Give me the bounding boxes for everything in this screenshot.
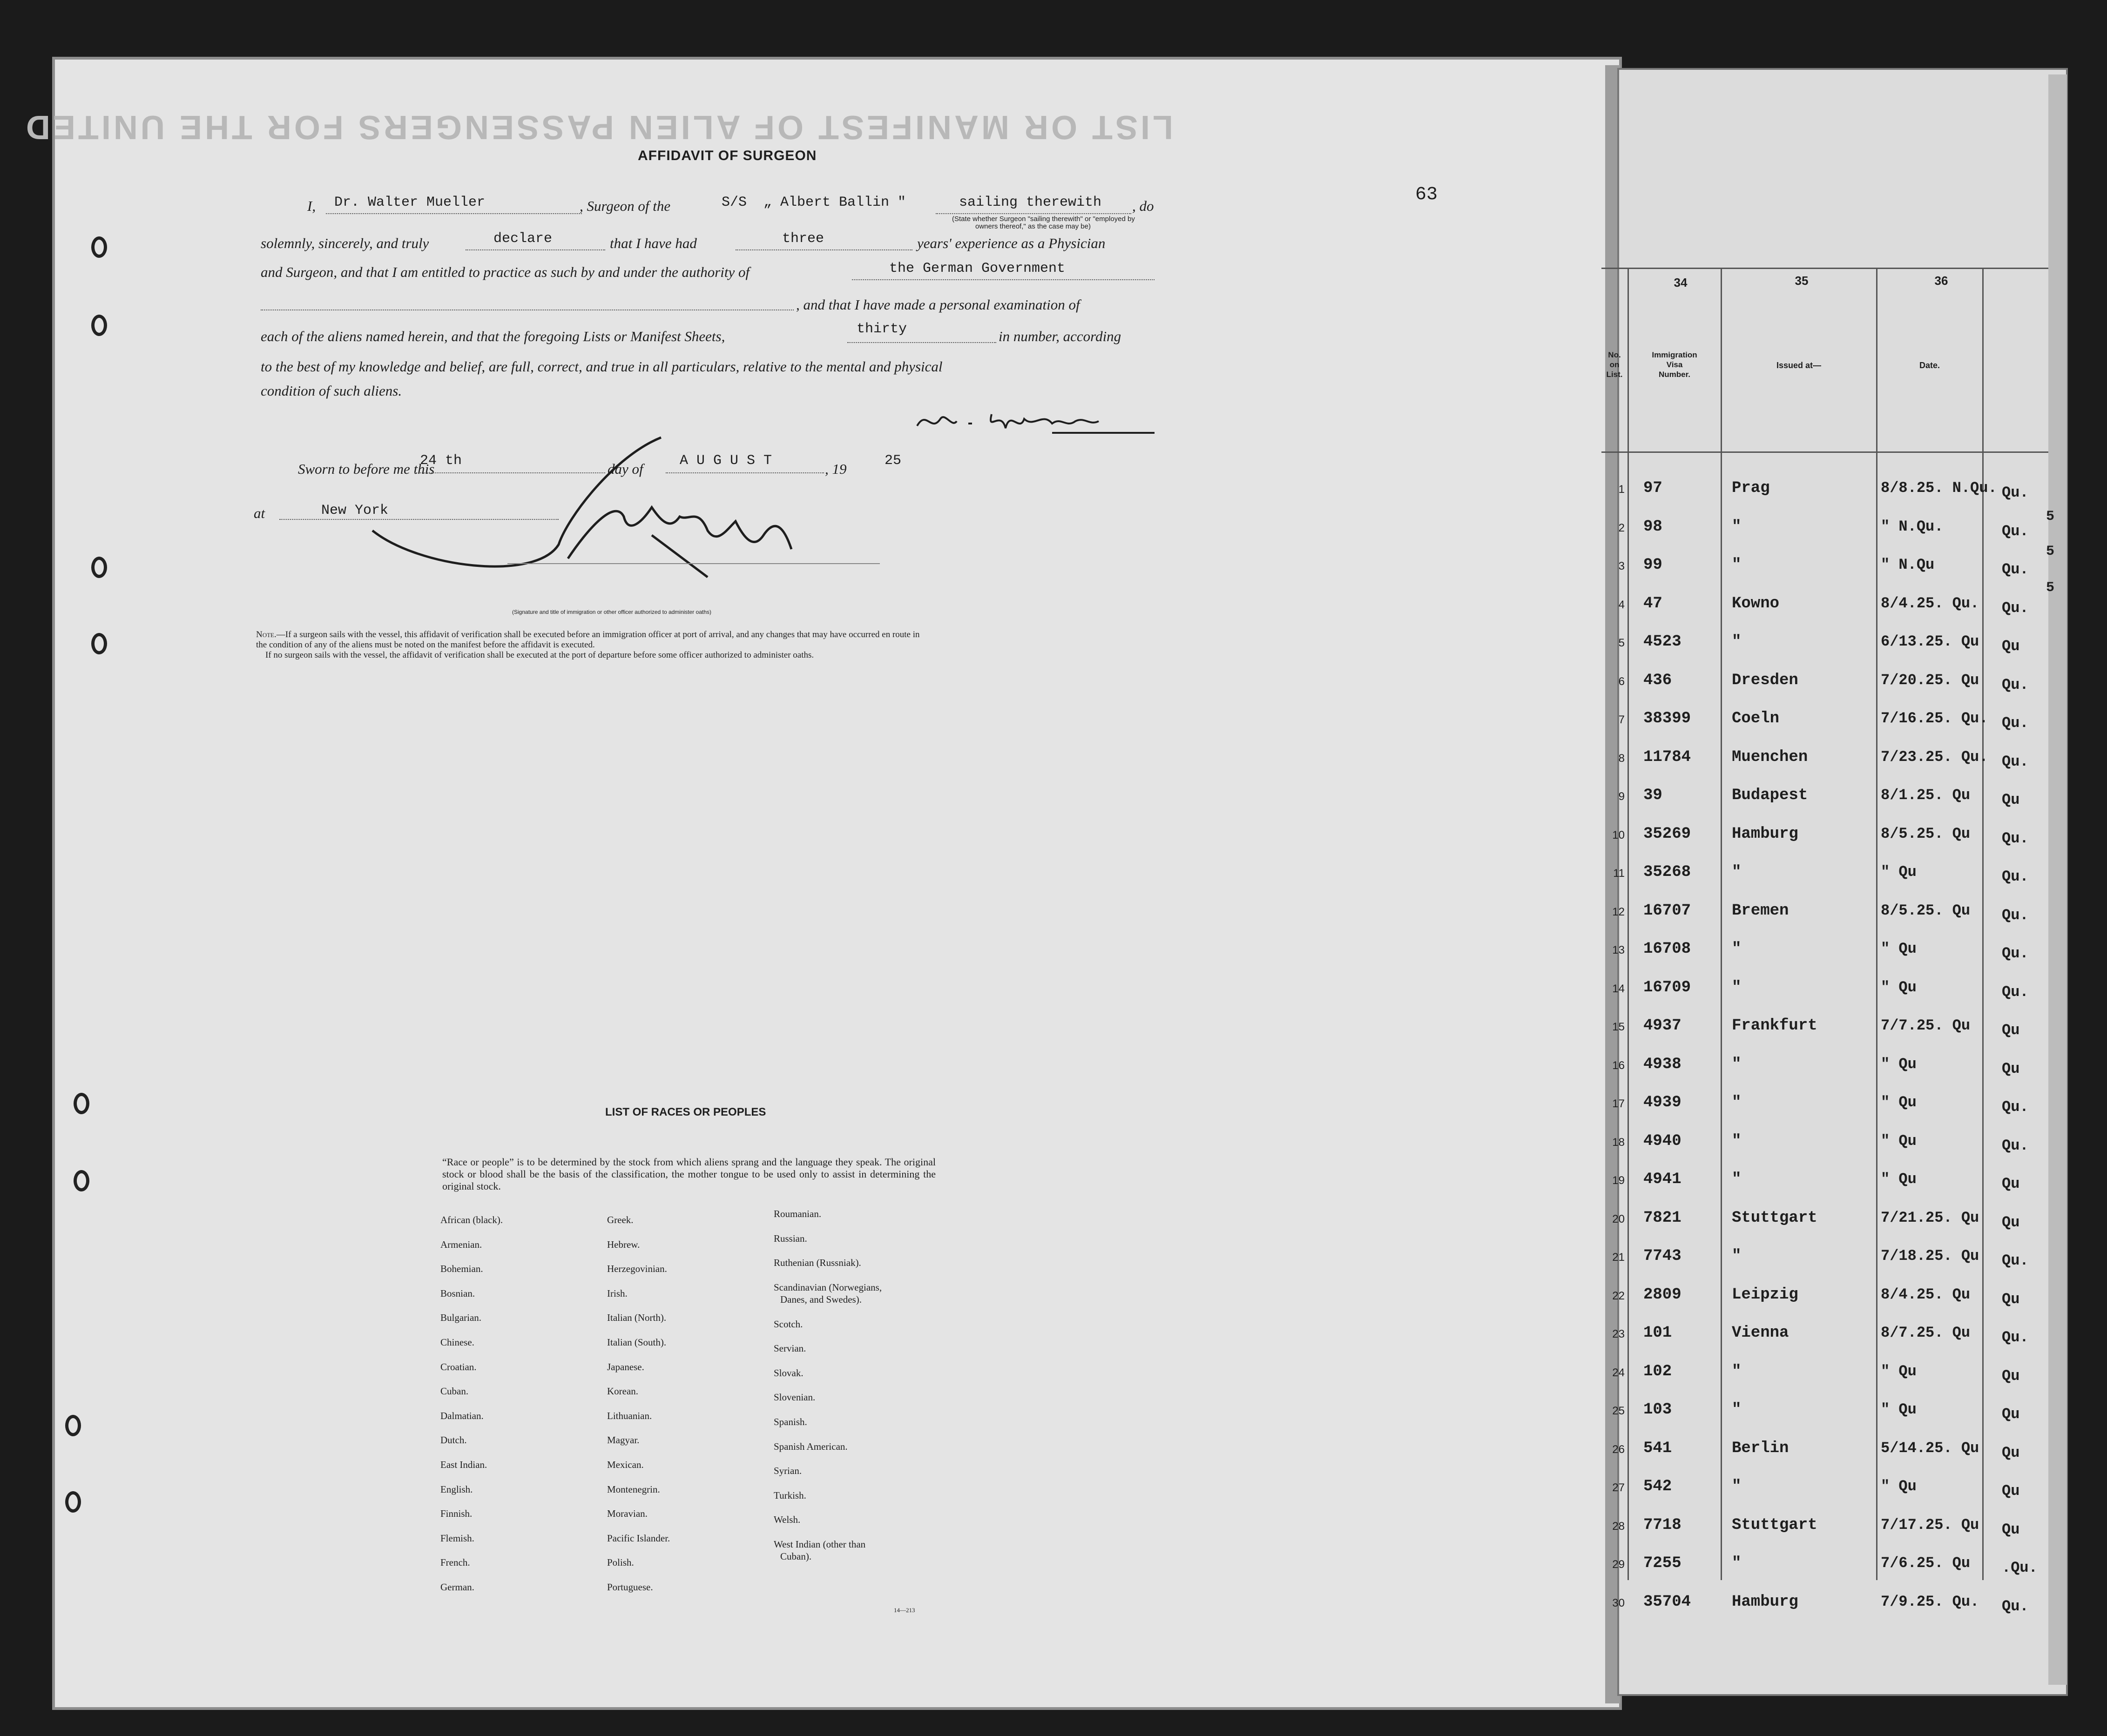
- race-item: Cuban).: [780, 1551, 812, 1562]
- row-number: 1: [1618, 483, 1625, 496]
- row-number: 3: [1618, 560, 1625, 572]
- header-visa-number: [1629, 350, 1720, 379]
- race-item: Scandinavian (Norwegians,: [774, 1281, 882, 1293]
- quota-mark: Qu.: [2002, 1329, 2029, 1346]
- ship-prefix: S/S: [722, 195, 747, 210]
- issue-date: " Qu: [1881, 1478, 1917, 1495]
- race-item: Korean.: [607, 1386, 639, 1397]
- quota-mark: Qu: [2002, 638, 2020, 655]
- fill-line: [936, 213, 1131, 214]
- quota-mark: Qu: [2002, 1406, 2020, 1423]
- issue-date: " Qu: [1881, 1401, 1917, 1418]
- issued-place: ": [1732, 1094, 1742, 1111]
- visa-number: 7255: [1643, 1554, 1682, 1572]
- margin-mark: 5: [2046, 580, 2055, 596]
- race-item: African (black).: [440, 1214, 503, 1225]
- visa-number: 11784: [1643, 748, 1691, 766]
- text-best-knowledge: to the best of my knowledge and belief, are full, correct, and true in all particulars, relative to the mental and physical: [261, 358, 943, 375]
- quota-mark: Qu: [2002, 1290, 2020, 1308]
- text-had: that I have had: [610, 235, 697, 251]
- race-item: English.: [440, 1483, 473, 1495]
- issued-place: Berlin: [1732, 1439, 1789, 1457]
- visa-number: 541: [1643, 1439, 1672, 1457]
- race-item: Herzegovinian.: [607, 1263, 667, 1275]
- issued-place: Muenchen: [1732, 748, 1808, 766]
- issue-date: 8/4.25. Qu.: [1881, 594, 1979, 612]
- quota-mark: Qu.: [2002, 599, 2029, 617]
- race-item: Danes, and Swedes).: [780, 1294, 862, 1305]
- visa-number: 38399: [1643, 710, 1691, 727]
- issued-place: ": [1732, 1247, 1742, 1265]
- surgeon-signature: [912, 400, 1155, 437]
- row-number: 30: [1612, 1596, 1625, 1609]
- text-solemnly: solemnly, sincerely, and truly: [261, 235, 429, 251]
- race-item: Irish.: [607, 1287, 628, 1299]
- visa-number: 436: [1643, 671, 1672, 689]
- row-number: 26: [1612, 1443, 1625, 1456]
- race-item: East Indian.: [440, 1459, 487, 1470]
- issue-date: " Qu: [1881, 940, 1917, 957]
- row-number: 28: [1612, 1520, 1625, 1533]
- issue-date: 7/18.25. Qu: [1881, 1247, 1979, 1265]
- col-number-35: 35: [1795, 274, 1809, 288]
- row-number: 15: [1612, 1021, 1625, 1033]
- issued-place: ": [1732, 1171, 1742, 1188]
- issued-place: Kowno: [1732, 594, 1780, 612]
- quota-mark: Qu.: [2002, 906, 2029, 924]
- issue-date: 7/20.25. Qu: [1881, 671, 1979, 689]
- quota-mark: Qu.: [2002, 1252, 2029, 1269]
- issued-place: Frankfurt: [1732, 1017, 1817, 1035]
- header-date: Date.: [1919, 361, 1940, 370]
- issue-date: 8/7.25. Qu: [1881, 1324, 1971, 1341]
- race-item: Chinese.: [440, 1336, 474, 1348]
- binder-hole: [65, 1491, 81, 1513]
- race-item: Dalmatian.: [440, 1410, 484, 1421]
- visa-number: 7743: [1643, 1247, 1682, 1265]
- row-number: 8: [1618, 752, 1625, 765]
- issued-place: Leipzig: [1732, 1285, 1798, 1304]
- quota-mark: Qu.: [2002, 1098, 2029, 1116]
- row-number: 16: [1612, 1059, 1625, 1072]
- visa-number: 4941: [1643, 1171, 1682, 1188]
- sworn-month: A U G U S T: [680, 453, 772, 469]
- quota-mark: Qu.: [2002, 829, 2029, 847]
- visa-number: 4937: [1643, 1017, 1682, 1035]
- quota-mark: Qu: [2002, 1022, 2020, 1039]
- issue-date: 7/23.25. Qu.: [1881, 748, 1988, 766]
- race-item: West Indian (other than: [774, 1539, 866, 1550]
- binder-hole: [91, 236, 107, 258]
- issued-place: Stuttgart: [1732, 1516, 1817, 1534]
- fill-line: [847, 342, 996, 343]
- sailing-note-1: (State whether Surgeon "sailing therewith" or "employed by: [952, 215, 1135, 223]
- issue-date: 6/13.25. Qu: [1881, 633, 1979, 650]
- header-line: Visa: [1666, 360, 1683, 369]
- row-number: 5: [1618, 637, 1625, 649]
- row-number: 6: [1618, 675, 1625, 688]
- race-item: Roumanian.: [774, 1208, 822, 1219]
- fill-line: [326, 213, 582, 214]
- quota-mark: Qu: [2002, 1175, 2020, 1192]
- issue-date: 7/17.25. Qu: [1881, 1516, 1979, 1534]
- race-item: Slovenian.: [774, 1392, 816, 1403]
- race-item: French.: [440, 1557, 470, 1568]
- row-number: 22: [1612, 1289, 1625, 1302]
- visa-number: 101: [1643, 1324, 1672, 1342]
- visa-number: 2809: [1643, 1285, 1682, 1304]
- col-divider: [1982, 268, 1984, 1580]
- quota-mark: Qu.: [2002, 945, 2029, 962]
- race-item: Turkish.: [774, 1489, 806, 1501]
- issued-place: Prag: [1732, 479, 1770, 497]
- quota-mark: Qu.: [2002, 484, 2029, 501]
- header-line: Immigration: [1652, 350, 1697, 359]
- upside-down-manifest-header: LIST OR MANIFEST OF ALIEN PASSENGERS FOR THE UNITED: [23, 108, 1173, 146]
- visa-number: 47: [1643, 594, 1662, 612]
- quota-mark: Qu: [2002, 1521, 2020, 1538]
- text-day-of: day of: [608, 461, 643, 477]
- visa-number: 35268: [1643, 863, 1691, 881]
- fill-line: [852, 279, 1155, 280]
- col-number-34: 34: [1674, 276, 1688, 289]
- issue-date: 8/5.25. Qu: [1881, 825, 1971, 842]
- row-number: 27: [1612, 1481, 1625, 1494]
- row-number: 13: [1612, 944, 1625, 956]
- row-number: 19: [1612, 1174, 1625, 1187]
- row-number: 11: [1613, 867, 1625, 880]
- header-issued-at: Issued at—: [1776, 361, 1822, 370]
- text-condition: condition of such aliens.: [261, 383, 402, 399]
- binder-hole: [74, 1093, 89, 1114]
- quota-mark: Qu.: [2002, 753, 2029, 770]
- visa-number: 103: [1643, 1401, 1672, 1419]
- row-number: 10: [1612, 828, 1625, 841]
- row-number: 9: [1618, 790, 1625, 803]
- ship-name: „ Albert Ballin ": [763, 195, 906, 210]
- race-item: Lithuanian.: [607, 1410, 652, 1421]
- header-line: Number.: [1658, 370, 1691, 379]
- binder-hole: [91, 633, 107, 654]
- visa-number: 35704: [1643, 1593, 1691, 1611]
- race-item: Slovak.: [774, 1367, 804, 1379]
- issued-place: Hamburg: [1732, 1593, 1798, 1611]
- text-19: , 19: [825, 461, 847, 477]
- race-item: Ruthenian (Russniak).: [774, 1257, 861, 1269]
- race-item: German.: [440, 1581, 474, 1593]
- race-item: Hebrew.: [607, 1238, 640, 1250]
- race-item: Japanese.: [607, 1361, 644, 1373]
- race-item: Syrian.: [774, 1465, 802, 1477]
- quota-mark: Qu.: [2002, 522, 2029, 540]
- quota-mark: Qu: [2002, 1213, 2020, 1231]
- col-divider: [1721, 268, 1722, 1580]
- sworn-day: 24 th: [420, 453, 462, 469]
- issue-date: 8/5.25. Qu: [1881, 902, 1971, 919]
- race-item: Moravian.: [607, 1508, 648, 1520]
- issue-date: " Qu: [1881, 1094, 1917, 1111]
- authority: the German Government: [889, 261, 1066, 276]
- row-number: 4: [1618, 598, 1625, 611]
- text-and-surgeon: and Surgeon, and that I am entitled to practice as such by and under the authority of: [261, 264, 750, 280]
- surgeon-name: Dr. Walter Mueller: [334, 195, 486, 210]
- issue-date: " Qu: [1881, 1362, 1917, 1380]
- header-no-on-list: [1602, 350, 1627, 379]
- issue-date: 7/7.25. Qu: [1881, 1017, 1971, 1034]
- binder-hole: [91, 557, 107, 578]
- visa-number: 35269: [1643, 825, 1691, 843]
- issue-date: " Qu: [1881, 1132, 1917, 1150]
- races-column-1: [440, 1208, 503, 1600]
- issue-date: 8/8.25. N.Qu.: [1881, 479, 1997, 497]
- visa-number: 7821: [1643, 1209, 1682, 1227]
- quota-mark: Qu.: [2002, 983, 2029, 1001]
- issue-date: " Qu: [1881, 978, 1917, 996]
- issued-place: ": [1732, 978, 1742, 996]
- text-personal-exam: , and that I have made a personal examination of: [796, 296, 1080, 313]
- issue-date: 8/4.25. Qu: [1881, 1285, 1971, 1303]
- sailing-status: sailing therewith: [959, 195, 1102, 210]
- issue-date: " N.Qu: [1881, 556, 1935, 573]
- quota-mark: Qu: [2002, 1060, 2020, 1077]
- issued-place: ": [1732, 1401, 1742, 1419]
- binder-hole: [74, 1170, 89, 1191]
- visa-number: 97: [1643, 479, 1662, 497]
- race-item: Scotch.: [774, 1318, 803, 1330]
- race-item: Croatian.: [440, 1361, 477, 1373]
- issued-place: Budapest: [1732, 787, 1808, 804]
- fill-line: [466, 249, 605, 250]
- quota-mark: Qu: [2002, 1444, 2020, 1461]
- visa-number: 4523: [1643, 633, 1682, 651]
- page-edge: [2048, 74, 2067, 1685]
- race-item: Bohemian.: [440, 1263, 483, 1275]
- row-number: 17: [1612, 1097, 1625, 1110]
- issue-date: 5/14.25. Qu: [1881, 1439, 1979, 1457]
- race-item: Finnish.: [440, 1508, 473, 1520]
- issue-date: 7/21.25. Qu: [1881, 1209, 1979, 1226]
- binder-hole: [91, 315, 107, 336]
- page-number: 63: [1415, 184, 1438, 205]
- text-surgeon-of: , Surgeon of the: [580, 198, 671, 214]
- race-item: Magyar.: [607, 1434, 640, 1446]
- page-edge: [1605, 65, 1620, 1703]
- race-item: Montenegrin.: [607, 1483, 660, 1495]
- issue-date: " N.Qu.: [1881, 518, 1944, 535]
- affidavit-line-1: [307, 198, 316, 215]
- text-years-exp: years' experience as a Physician: [917, 235, 1106, 251]
- issued-place: ": [1732, 863, 1742, 881]
- affidavit-note: [256, 630, 920, 660]
- issued-place: ": [1732, 633, 1742, 651]
- col-number-36: 36: [1934, 274, 1948, 288]
- issue-date: " Qu: [1881, 1055, 1917, 1073]
- issued-place: Stuttgart: [1732, 1209, 1817, 1227]
- quota-mark: .Qu.: [2002, 1559, 2038, 1576]
- races-title: LIST OF RACES OR PEOPLES: [605, 1106, 766, 1118]
- race-item: Bulgarian.: [440, 1312, 482, 1324]
- header-line: No.: [1608, 350, 1621, 359]
- text-do: , do: [1132, 198, 1154, 214]
- issue-date: 7/16.25. Qu.: [1881, 710, 1988, 727]
- visa-number: 542: [1643, 1478, 1672, 1495]
- header-line: List.: [1606, 370, 1623, 379]
- visa-number: 4940: [1643, 1132, 1682, 1150]
- issue-date: " Qu: [1881, 863, 1917, 881]
- row-number: 23: [1612, 1328, 1625, 1340]
- quota-mark: Qu: [2002, 1482, 2020, 1500]
- issued-place: ": [1732, 1055, 1742, 1073]
- visa-number: 4938: [1643, 1055, 1682, 1073]
- affidavit-title: AFFIDAVIT OF SURGEON: [638, 148, 817, 163]
- visa-number: 4939: [1643, 1094, 1682, 1111]
- row-number: 18: [1612, 1136, 1625, 1149]
- visa-number: 102: [1643, 1362, 1672, 1380]
- officer-caption: (Signature and title of immigration or other officer authorized to administer oaths): [512, 609, 711, 615]
- issued-place: ": [1732, 1478, 1742, 1495]
- issued-place: ": [1732, 1132, 1742, 1150]
- issued-place: Hamburg: [1732, 825, 1798, 843]
- issued-place: ": [1732, 1362, 1742, 1380]
- issued-place: ": [1732, 940, 1742, 958]
- officer-line: [507, 563, 880, 564]
- visa-number: 16707: [1643, 902, 1691, 920]
- quota-mark: Qu.: [2002, 561, 2029, 578]
- manifest-page: [1619, 70, 2066, 1694]
- races-intro: “Race or people” is to be determined by the stock from which aliens sprang and the language they speak. The original stock or blood shall be the basis of the classification, the mother tongue to be used only to assist in determining the original stock.: [442, 1156, 936, 1192]
- text-at: at: [254, 505, 265, 521]
- margin-mark: 5: [2046, 509, 2055, 525]
- visa-number: 16708: [1643, 940, 1691, 958]
- race-item: Spanish American.: [774, 1440, 848, 1452]
- issue-date: 8/1.25. Qu: [1881, 787, 1971, 804]
- table-top-rule: [1601, 268, 2048, 269]
- issue-date: " Qu: [1881, 1171, 1917, 1188]
- declare-word: declare: [493, 231, 553, 247]
- quota-mark: Qu.: [2002, 868, 2029, 885]
- race-item: Cuban.: [440, 1386, 469, 1397]
- issue-date: 7/6.25. Qu: [1881, 1554, 1971, 1572]
- issued-place: Bremen: [1732, 902, 1789, 920]
- row-number: 7: [1618, 713, 1625, 726]
- race-item: Portuguese.: [607, 1581, 653, 1593]
- note-line-1: —If a surgeon sails with the vessel, this affidavit of verification shall be executed before an immigration officer at port of arrival, and any changes that may have occurred en route in: [276, 630, 920, 639]
- row-number: 24: [1612, 1366, 1625, 1379]
- issued-place: ": [1732, 518, 1742, 536]
- race-item: Bosnian.: [440, 1287, 475, 1299]
- issue-date: 7/9.25. Qu.: [1881, 1593, 1979, 1610]
- text-sworn: Sworn to before me this: [298, 461, 435, 477]
- text-in-number: in number, according: [999, 328, 1121, 344]
- race-item: Italian (North).: [607, 1312, 667, 1324]
- fill-line: [736, 249, 912, 250]
- visa-number: 39: [1643, 787, 1662, 804]
- sailing-note-2: owners thereof," as the case may be): [975, 222, 1091, 230]
- races-column-2: [607, 1208, 670, 1600]
- header-line: on: [1609, 360, 1620, 369]
- text-each: each of the aliens named herein, and that the foregoing Lists or Manifest Sheets,: [261, 328, 725, 344]
- officer-signature: [326, 428, 801, 614]
- visa-number: 16709: [1643, 978, 1691, 996]
- quota-mark: Qu.: [2002, 676, 2029, 693]
- race-item: Italian (South).: [607, 1336, 667, 1348]
- visa-number: 98: [1643, 518, 1662, 536]
- race-item: Russian.: [774, 1232, 807, 1244]
- row-number: 2: [1618, 521, 1625, 534]
- row-number: 25: [1612, 1405, 1625, 1417]
- issued-place: ": [1732, 556, 1742, 574]
- sworn-year: 25: [885, 453, 902, 469]
- race-item: Flemish.: [440, 1532, 474, 1544]
- col-divider: [1628, 268, 1629, 1580]
- visa-number: 99: [1643, 556, 1662, 574]
- sheet-count: thirty: [857, 321, 907, 337]
- quota-mark: Qu.: [2002, 714, 2029, 732]
- note-line-3: If no surgeon sails with the vessel, the affidavit of verification shall be executed at the port of departure before some officer authorized to administer oaths.: [265, 650, 814, 660]
- years-experience: three: [782, 231, 824, 247]
- binder-hole: [65, 1415, 81, 1436]
- text-i: I,: [307, 198, 316, 214]
- row-number: 20: [1612, 1212, 1625, 1225]
- margin-mark: 5: [2046, 544, 2055, 559]
- row-number: 21: [1612, 1251, 1625, 1264]
- form-number: 14—213: [894, 1607, 915, 1614]
- quota-mark: Qu: [2002, 1367, 2020, 1385]
- race-item: Polish.: [607, 1557, 634, 1568]
- race-item: Dutch.: [440, 1434, 467, 1446]
- quota-mark: Qu.: [2002, 1137, 2029, 1154]
- race-item: Mexican.: [607, 1459, 644, 1470]
- issued-place: ": [1732, 1554, 1742, 1572]
- issued-place: Coeln: [1732, 710, 1780, 727]
- issued-place: Vienna: [1732, 1324, 1789, 1342]
- race-item: Pacific Islander.: [607, 1532, 670, 1544]
- table-header-rule: [1601, 451, 2048, 453]
- race-item: Armenian.: [440, 1238, 482, 1250]
- race-item: Servian.: [774, 1343, 806, 1354]
- row-number: 29: [1612, 1558, 1625, 1571]
- col-divider: [1876, 268, 1877, 1580]
- note-line-2: the condition of any of the aliens must be noted on the manifest before the affidavit is executed.: [256, 640, 595, 650]
- row-number: 14: [1612, 982, 1625, 995]
- race-item: Greek.: [607, 1214, 634, 1225]
- row-number: 12: [1612, 905, 1625, 918]
- note-label: Note.: [256, 630, 277, 639]
- visa-number: 7718: [1643, 1516, 1682, 1534]
- quota-mark: Qu.: [2002, 1597, 2029, 1615]
- issued-place: Dresden: [1732, 671, 1798, 689]
- race-item: Welsh.: [774, 1514, 801, 1526]
- races-column-3: [774, 1208, 882, 1563]
- quota-mark: Qu: [2002, 791, 2020, 808]
- race-item: Spanish.: [774, 1416, 807, 1428]
- sworn-place: New York: [321, 503, 389, 518]
